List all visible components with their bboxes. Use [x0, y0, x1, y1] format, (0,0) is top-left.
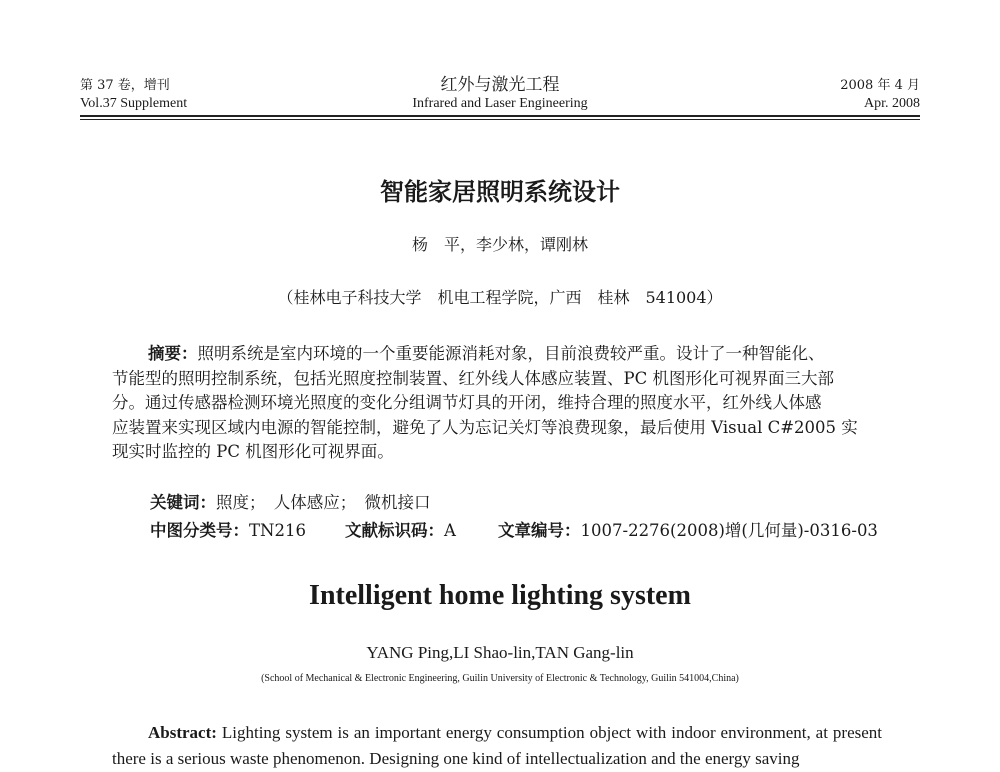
abstract-cn	[112, 342, 882, 465]
abstract-cn-line-5: 现实时监控的 PC 机图形化可视界面。	[112, 442, 394, 461]
paper-title-en: Intelligent home lighting system	[309, 580, 691, 611]
keywords-cn	[150, 489, 431, 513]
authors-cn: 杨 平，李少林，谭刚林	[411, 235, 588, 254]
clc-label: 中图分类号：	[150, 521, 249, 540]
journal-volume-cn: 第 37 卷，增刊	[80, 78, 170, 93]
clc-value: TN216	[249, 521, 306, 540]
classification-line	[150, 517, 306, 541]
doc-code	[345, 517, 456, 541]
affiliation-en: (School of Mechanical & Electronic Engineering, Guilin University of Electronic & Technology, Guilin 541004,China)	[261, 673, 739, 684]
doc-code-label: 文献标识码：	[345, 521, 444, 540]
doc-code-value: A	[444, 521, 456, 540]
abstract-cn-line-2: 节能型的照明控制系统，包括光照度控制装置、红外线人体感应装置、PC 机图形化可视界面三大部	[112, 368, 834, 388]
journal-name-cn: 红外与激光工程	[440, 75, 560, 95]
abstract-cn-line-4: 应装置来实现区域内电源的智能控制，避免了人为忘记关灯等浪费现象，最后使用 Visual C#2005 实	[112, 417, 858, 437]
authors-en: YANG Ping,LI Shao-lin,TAN Gang-lin	[366, 643, 634, 662]
abstract-cn-label: 摘要：	[148, 344, 198, 363]
abstract-cn-line-3: 分。通过传感器检测环境光照度的变化分组调节灯具的开闭，维持合理的照度水平，红外线人体感	[112, 393, 822, 412]
article-number-label: 文章编号：	[498, 521, 581, 540]
issue-date-cn: 2008 年 4 月	[840, 78, 920, 93]
header-rule-thin	[80, 119, 920, 120]
header-rule-thick	[80, 115, 920, 117]
article-number-value: 1007-2276(2008)增(几何量)-0316-03	[580, 521, 878, 540]
paper-title-cn: 智能家居照明系统设计	[380, 178, 620, 206]
abstract-en-text: Lighting system is an important energy consumption object with indoor environment, at present there is a serious waste phenomenon. Designing one kind of intellectualization and the energy saving	[112, 723, 882, 768]
abstract-cn-line-1: 摘要：照明系统是室内环境的一个重要能源消耗对象，目前浪费较严重。设计了一种智能化、	[148, 344, 825, 363]
keywords-value: 照度； 人体感应； 微机接口	[216, 493, 431, 512]
journal-volume-en: Vol.37 Supplement	[80, 96, 188, 111]
article-number	[498, 517, 878, 541]
keywords-label: 关键词：	[150, 493, 216, 512]
abstract-en-label: Abstract:	[148, 723, 217, 742]
abstract-en	[112, 720, 882, 772]
journal-name-en: Infrared and Laser Engineering	[412, 96, 588, 111]
affiliation-cn: （桂林电子科技大学 机电工程学院，广西 桂林 541004）	[277, 288, 723, 307]
issue-date-en: Apr. 2008	[864, 96, 920, 111]
